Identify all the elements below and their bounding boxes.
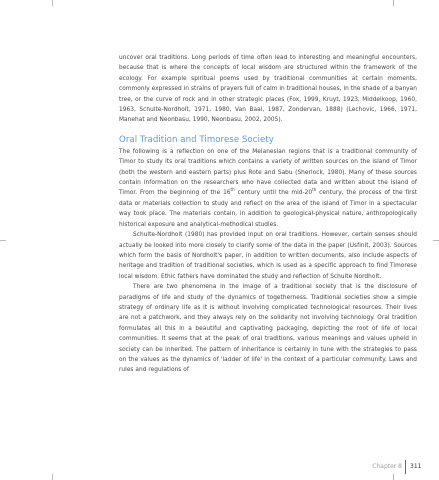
crop-mark-bottom-right — [393, 474, 394, 480]
paragraph: There are two phenomena in the image of a traditional society that is the disclosure of paradigms of life and study of the dynamics of togetherness. Traditional societies show a simple strategy of ordinary life as it is without involving complicated technological resources. Their lives are not a patchwork, and they always rely on the solidarity not involving technology. Oral tradition formulates all this in a beautiful and captivating packaging, depicting the root of life of local communities. It seems that at the peak of oral traditions, various meanings and values upheld in society can be inherited. The pattern of inheritance is certainly in tune with the strategies to pass on the values as the dynamics of 'ladder of life' in the context of a particular community. Laws and rules and regulations of — [119, 284, 417, 374]
page-footer — [0, 460, 439, 474]
crop-mark-top-left — [52, 0, 53, 6]
crop-mark-bottom-left — [52, 474, 53, 480]
footer-divider — [405, 460, 406, 474]
body-text — [119, 53, 417, 376]
section-heading: Oral Tradition and Timorese Society — [119, 134, 274, 145]
paragraph: Schulte-Nordholt (1980) has provided input on oral traditions. However, certain senses should actually be looked into more closely to clarify some of the data in the paper (Usfinit, 2003). Sources which form the basis of Nordholt's paper, in addition to written documents, also include aspects of heritage and tradition of traditional societies, which is used as a specific approach to find Timorese local wisdom. Ethic fathers have dominated the study and reflection of Schulte Nordholt. — [119, 232, 417, 280]
crop-mark-left — [0, 240, 6, 241]
crop-mark-top-right — [393, 0, 394, 6]
crop-mark-right — [433, 240, 439, 241]
page-number: 311 — [410, 463, 422, 470]
paragraph: The following is a reflection on one of the Melanesian regions that is a traditional community of Timor to study its oral traditions which contains a variety of written sources on the island of Timor (both the western and eastern parts) plus Rote and Sabu (Sherlock, 1980). Many of these sources contain information on the researchers who have collected data and written about the island of Timor. From the beginning of the 16th century until the mid-20th century, the process of the first data or materials collection to study and reflect on the area of the island of Timor in a spectacular way took place. The materials contain, in addition to geological-physical nature, anthropologically historical exposure and analytical-methodical studies. — [119, 148, 418, 228]
chapter-label: Chapter 8 — [372, 463, 402, 470]
paragraph: uncover oral traditions. Long periods of time often lead to interesting and meaningful encounters, because that is where the concepts of local wisdom are structured within the framework of the ecology. For example spiritual poems used by traditional communities at certain moments, commonly expressed in strains of prayers full of calm in traditional houses, in the shade of a banyan tree, or the curve of rock and in other strategic places (Fox, 1999, Kruyt, 1923, Middelkoop, 1960, 1963, Schulte-Nordholt, 1971, 1980, Van Baal, 1987, Zondervan, 1888) (Lechovic, 1966, 1971, Manehat and Neonbasu, 1990, Neonbasu, 2002, 2005). — [119, 55, 417, 124]
